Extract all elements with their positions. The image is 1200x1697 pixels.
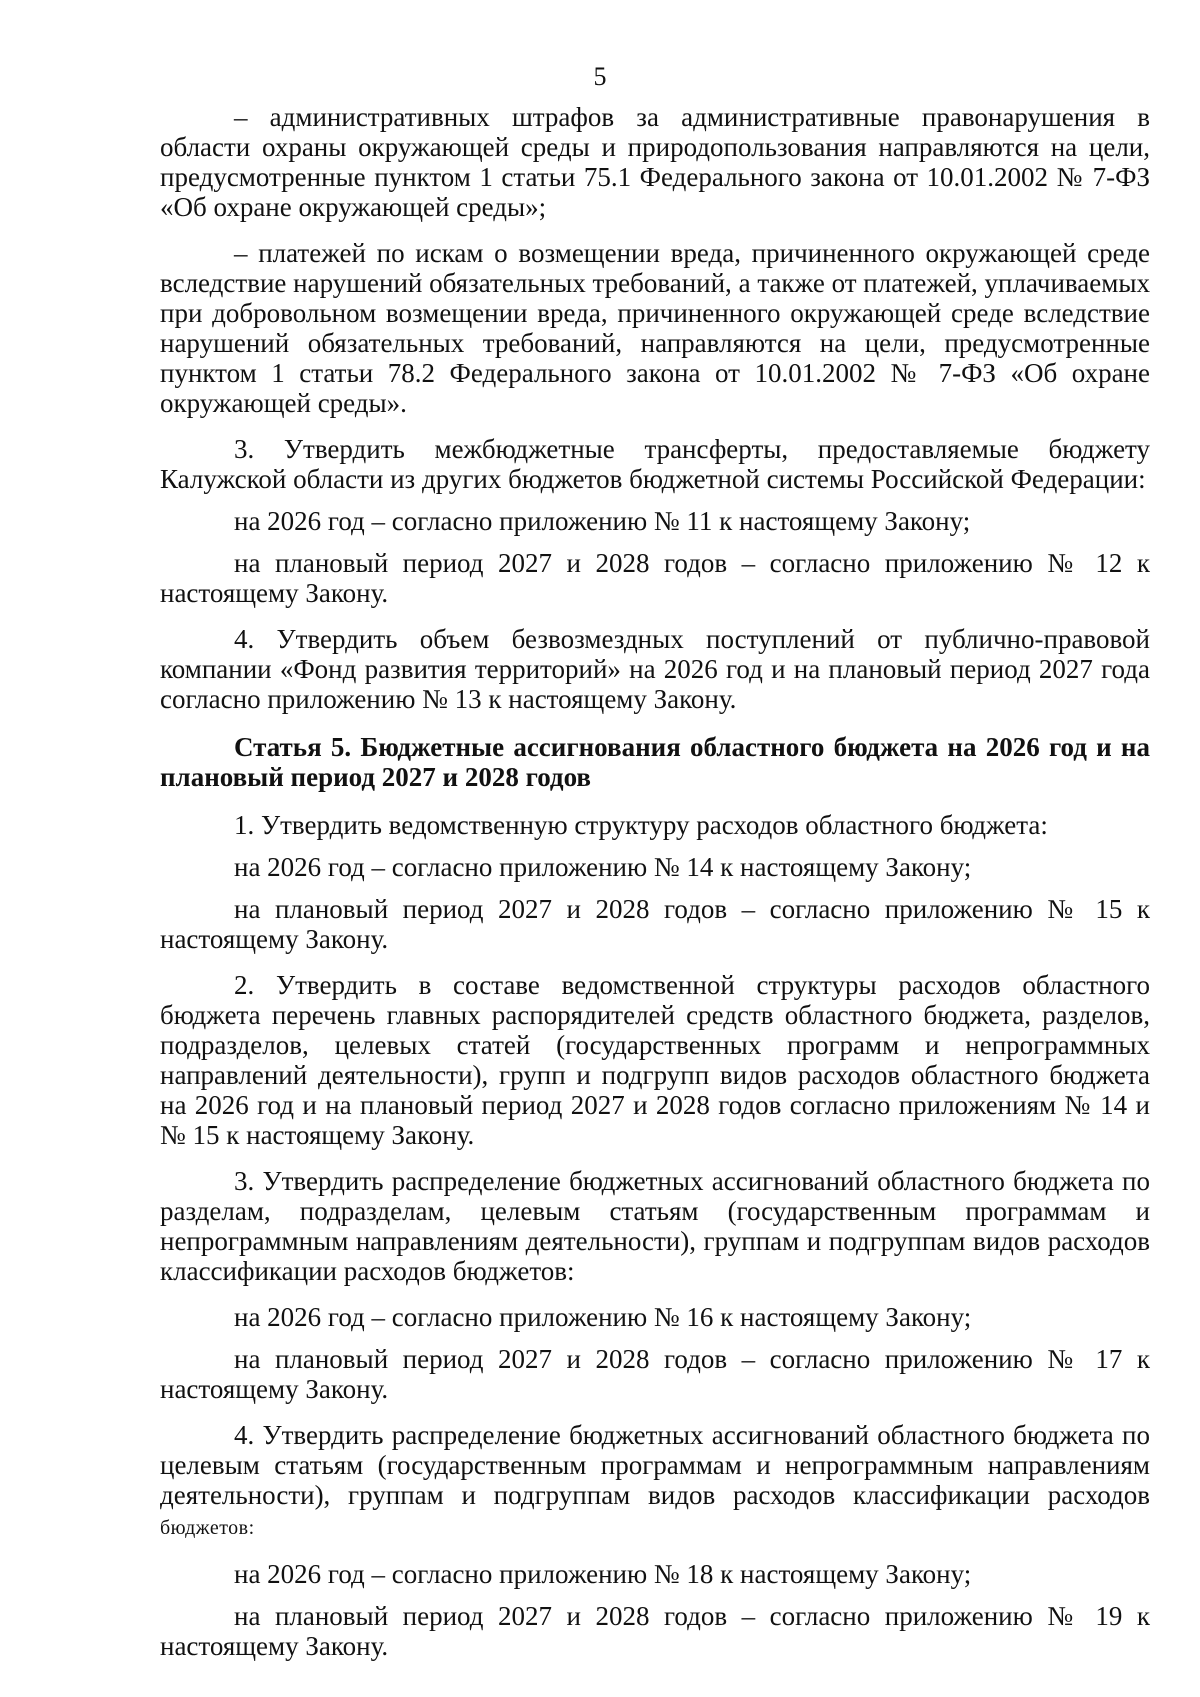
paragraph-plan-appendix-15: на плановый период 2027 и 2028 годов – согласно приложению № 15 к настоящему Закону.	[160, 894, 1150, 954]
paragraph-2026-appendix-16: на 2026 год – согласно приложению № 16 к настоящему Закону;	[234, 1302, 972, 1332]
paragraph-1-departmental-structure: 1. Утвердить ведомственную структуру расходов областного бюджета:	[234, 810, 1048, 840]
paragraph-3-transfers: 3. Утвердить межбюджетные трансферты, предоставляемые бюджету Калужской области из других бюджетов бюджетной системы Российской Федерации:	[160, 434, 1150, 494]
paragraph-plan-appendix-12: на плановый период 2027 и 2028 годов – согласно приложению № 12 к настоящему Закону.	[160, 548, 1150, 608]
paragraph-2026-appendix-14: на 2026 год – согласно приложению № 14 к настоящему Закону;	[234, 852, 972, 882]
paragraph-3-distribution: 3. Утвердить распределение бюджетных ассигнований областного бюджета по разделам, подразделам, целевым статьям (государственным программам и непрограммным направлениям деятельности), группам и подгруппам видов расходов классификации расходов бюджетов:	[160, 1166, 1150, 1286]
paragraph-4-main-text: 4. Утвердить распределение бюджетных ассигнований областного бюджета по целевым статьям (государственным программам и непрограммным направлениям деятельности), группам и подгруппам видов расходов классификации расходов	[160, 1420, 1150, 1510]
paragraph-4-tail-word: бюджетов:	[160, 1517, 255, 1539]
paragraph-plan-appendix-17: на плановый период 2027 и 2028 годов – согласно приложению № 17 к настоящему Закону.	[160, 1344, 1150, 1404]
paragraph-2026-appendix-18: на 2026 год – согласно приложению № 18 к настоящему Закону;	[234, 1559, 972, 1589]
article-5-heading: Статья 5. Бюджетные ассигнования областного бюджета на 2026 год и на плановый период 2027 и 2028 годов	[160, 732, 1150, 792]
paragraph-plan-appendix-19: на плановый период 2027 и 2028 годов – согласно приложению № 19 к настоящему Закону.	[160, 1601, 1150, 1661]
paragraph-2-main-managers: 2. Утвердить в составе ведомственной структуры расходов областного бюджета перечень главных распорядителей средств областного бюджета, разделов, подразделов, целевых статей (государственных программ и непрограммных направлений деятельности), групп и подгрупп видов расходов областного бюджета на 2026 год и на плановый период 2027 и 2028 годов согласно приложениям № 14 и № 15 к настоящему Закону.	[160, 970, 1150, 1150]
paragraph-4-fund-receipts: 4. Утвердить объем безвозмездных поступлений от публично-правовой компании «Фонд развития территорий» на 2026 год и на плановый период 2027 года согласно приложению № 13 к настоящему Закону.	[160, 624, 1150, 714]
paragraph-2026-appendix-11: на 2026 год – согласно приложению № 11 к настоящему Закону;	[234, 506, 971, 536]
paragraph-damage-payments: – платежей по искам о возмещении вреда, причиненного окружающей среде вследствие нарушений обязательных требований, а также от платежей, уплачиваемых при добровольном возмещении вреда, причиненного окружающей среде вследствие нарушений обязательных требований, направляются на цели, предусмотренные пунктом 1 статьи 78.2 Федерального закона от 10.01.2002 № 7-ФЗ «Об охране окружающей среды».	[160, 238, 1150, 418]
paragraph-4-target-distribution	[160, 1420, 1150, 1543]
paragraph-admin-fines: – административных штрафов за административные правонарушения в области охраны окружающей среды и природопользования направляются на цели, предусмотренные пунктом 1 статьи 75.1 Федерального закона от 10.01.2002 № 7-ФЗ «Об охране окружающей среды»;	[160, 102, 1150, 222]
page-number: 5	[593, 62, 607, 91]
document-body	[160, 102, 1150, 1677]
